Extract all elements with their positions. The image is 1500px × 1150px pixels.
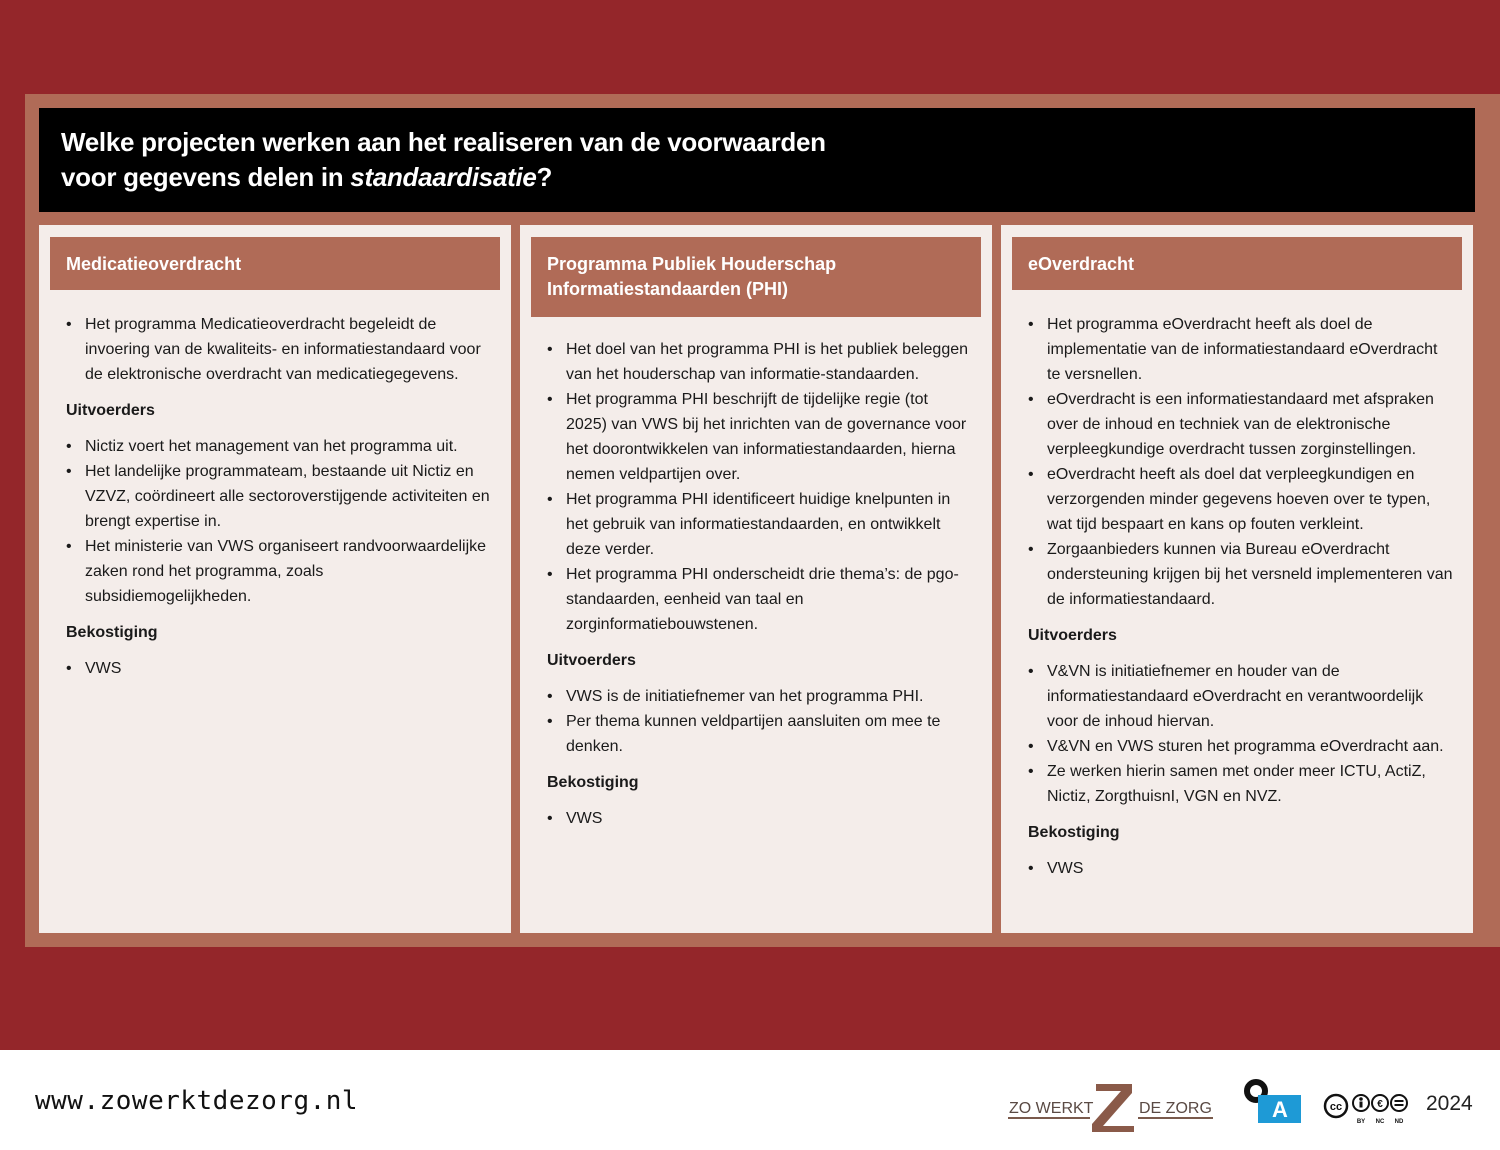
z-mark-icon [1092,1084,1134,1132]
panel-eoverdracht [1001,225,1473,933]
list-item: • eOverdracht is een informatiestandaard met afspraken over de inhoud en techniek van de elektronische verpleegkundige overdracht tussen zorginstellingen. [1028,387,1453,462]
list-item: • Het programma PHI onderscheidt drie thema’s: de pgo-standaarden, eenheid van taal en zorginformatiebouwstenen. [547,562,972,637]
title-bar [39,108,1475,212]
logo-text-right: DE ZORG [1139,1100,1212,1117]
uitvoerders-list [547,684,972,759]
year-label: 2024 [1426,1092,1473,1115]
list-item: • Zorgaanbieders kunnen via Bureau eOverdracht ondersteuning krijgen bij het versneld implementeren van de informatiestandaard. [1028,537,1453,612]
bekostiging-list [1028,856,1453,881]
intro-list [547,337,972,637]
list-item: • Het programma Medicatieoverdracht begeleidt de invoering van de kwaliteits- en informatiestandaard voor de elektronische overdracht van medicatiegegevens. [66,312,491,387]
bekostiging-heading: Bekostiging [1028,824,1120,841]
panel-body [547,337,972,831]
bekostiging-list [547,806,972,831]
list-item: • VWS [547,806,972,831]
svg-text:BY: BY [1356,1119,1366,1125]
website-link[interactable]: www.zowerktdezorg.nl [35,1086,359,1116]
list-item: • VWS is de initiatiefnemer van het programma PHI. [547,684,972,709]
oa-logo [1243,1078,1303,1124]
svg-text:ND: ND [1394,1119,1404,1125]
list-item: • Het landelijke programmateam, bestaande uit Nictiz en VZVZ, coördineert alle sectoroverstijgende activiteiten en brengt expertise in. [66,459,491,534]
list-item: • Het ministerie van VWS organiseert randvoorwaardelijke zaken rond het programma, zoals subsidiemogelijkheden. [66,534,491,609]
uitvoerders-list [1028,659,1453,809]
page-title: Welke projecten werken aan het realiseren van de voorwaarden voor gegevens delen in standaardisatie? [61,127,826,192]
svg-text:cc: cc [1329,1101,1343,1113]
panel-heading: Medicatieoverdracht [50,237,500,290]
panel-body [66,312,491,681]
list-item: • VWS [66,656,491,681]
bekostiging-heading: Bekostiging [66,624,158,641]
zo-werkt-de-zorg-logo [1008,1080,1213,1134]
uitvoerders-list [66,434,491,609]
svg-text:NC: NC [1375,1119,1385,1125]
list-item: • Ze werken hierin samen met onder meer ICTU, ActiZ, Nictiz, ZorgthuisnI, VGN en NVZ. [1028,759,1453,809]
panel-heading: Programma Publiek Houderschap Informatiestandaarden (PHI) [531,237,981,317]
oa-letter: A [1272,1097,1288,1122]
list-item: • Het doel van het programma PHI is het publiek beleggen van het houderschap van informatie-standaarden. [547,337,972,387]
list-item: • Het programma PHI identificeert huidige knelpunten in het gebruik van informatiestandaarden, en ontwikkelt deze verder. [547,487,972,562]
svg-text:€: € [1377,1099,1383,1110]
uitvoerders-heading: Uitvoerders [1028,627,1117,644]
intro-list [1028,312,1453,612]
uitvoerders-heading: Uitvoerders [66,402,155,419]
uitvoerders-heading: Uitvoerders [547,652,636,669]
panel-medicatieoverdracht [39,225,511,933]
panel-heading: eOverdracht [1012,237,1462,290]
logo-text-left: ZO WERKT [1009,1100,1094,1117]
list-item: • V&VN is initiatiefnemer en houder van de informatiestandaard eOverdracht en verantwoordelijk voor de inhoud hiervan. [1028,659,1453,734]
list-item: • Per thema kunnen veldpartijen aansluiten om mee te denken. [547,709,972,759]
list-item: • V&VN en VWS sturen het programma eOverdracht aan. [1028,734,1453,759]
list-item: • Het programma eOverdracht heeft als doel de implementatie van de informatiestandaard eOverdracht te versnellen. [1028,312,1453,387]
intro-list [66,312,491,387]
nd-icon [1391,1095,1407,1111]
list-item: • Nictiz voert het management van het programma uit. [66,434,491,459]
panel-body [1028,312,1453,881]
list-item: • Het programma PHI beschrijft de tijdelijke regie (tot 2025) van VWS bij het inrichten van de governance voor het doorontwikkelen van informatiestandaarden, hierna nemen veldpartijen over. [547,387,972,487]
bekostiging-list [66,656,491,681]
list-item: • eOverdracht heeft als doel dat verpleegkundigen en verzorgenden minder gegevens hoeven over te typen, wat tijd bespaart en kans op fouten verkleint. [1028,462,1453,537]
bekostiging-heading: Bekostiging [547,774,639,791]
panel-phi [520,225,992,933]
creative-commons-license-icon [1323,1090,1415,1126]
list-item: • VWS [1028,856,1453,881]
